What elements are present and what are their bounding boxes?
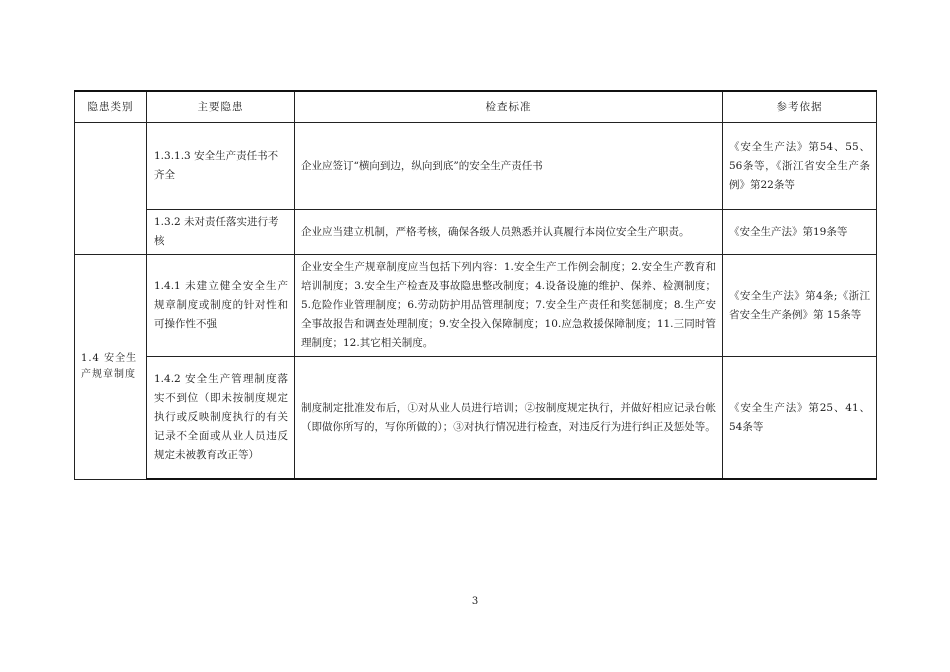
hazard-inspection-table [74,90,877,480]
basis-cell: 《安全生产法》第4条;《浙江省安全生产条例》第 15条等 [723,255,877,357]
header-reference-basis: 参考依据 [723,91,877,123]
hazard-cell: 1.4.2 安全生产管理制度落实不到位（即未按制度规定执行或反映制度执行的有关记录不全面或从业人员违反规定未被教育改正等） [147,357,295,480]
table-row [75,357,877,480]
category-cell: 1.4 安全生产规章制度 [75,255,147,480]
standard-cell: 企业应签订“横向到边，纵向到底”的安全生产责任书 [295,123,723,210]
hazard-cell: 1.4.1 未建立健全安全生产规章制度或制度的针对性和可操作性不强 [147,255,295,357]
table-row [75,123,877,210]
table-row [75,255,877,357]
standard-cell: 企业应当建立机制，严格考核，确保各级人员熟悉并认真履行本岗位安全生产职责。 [295,210,723,255]
standard-cell: 企业安全生产规章制度应当包括下列内容：1.安全生产工作例会制度；2.安全生产教育和培训制度；3.安全生产检查及事故隐患整改制度；4.设备设施的维护、保养、检测制度；5.危险作业管理制度；6.劳动防护用品管理制度；7.安全生产责任和奖惩制度；8.生产安全事故报告和调查处理制度；9.安全投入保障制度；10.应急救援保障制度；11.三同时管理制度；12.其它相关制度。 [295,255,723,357]
header-category: 隐患类别 [75,91,147,123]
category-cell-empty [75,123,147,255]
table-header-row [75,91,877,123]
hazard-cell: 1.3.2 未对责任落实进行考核 [147,210,295,255]
table-row [75,210,877,255]
page-number: 3 [471,596,479,607]
basis-cell: 《安全生产法》第19条等 [723,210,877,255]
standard-cell: 制度制定批准发布后，①对从业人员进行培训；②按制度规定执行，并做好相应记录台帐（即做你所写的，写你所做的）；③对执行情况进行检查，对违反行为进行纠正及惩处等。 [295,357,723,480]
hazard-cell: 1.3.1.3 安全生产责任书不齐全 [147,123,295,210]
basis-cell: 《安全生产法》第54、55、56条等，《浙江省安全生产条例》第22条等 [723,123,877,210]
header-inspection-standard: 检查标准 [295,91,723,123]
basis-cell: 《安全生产法》第25、41、54条等 [723,357,877,480]
header-main-hazard: 主要隐患 [147,91,295,123]
